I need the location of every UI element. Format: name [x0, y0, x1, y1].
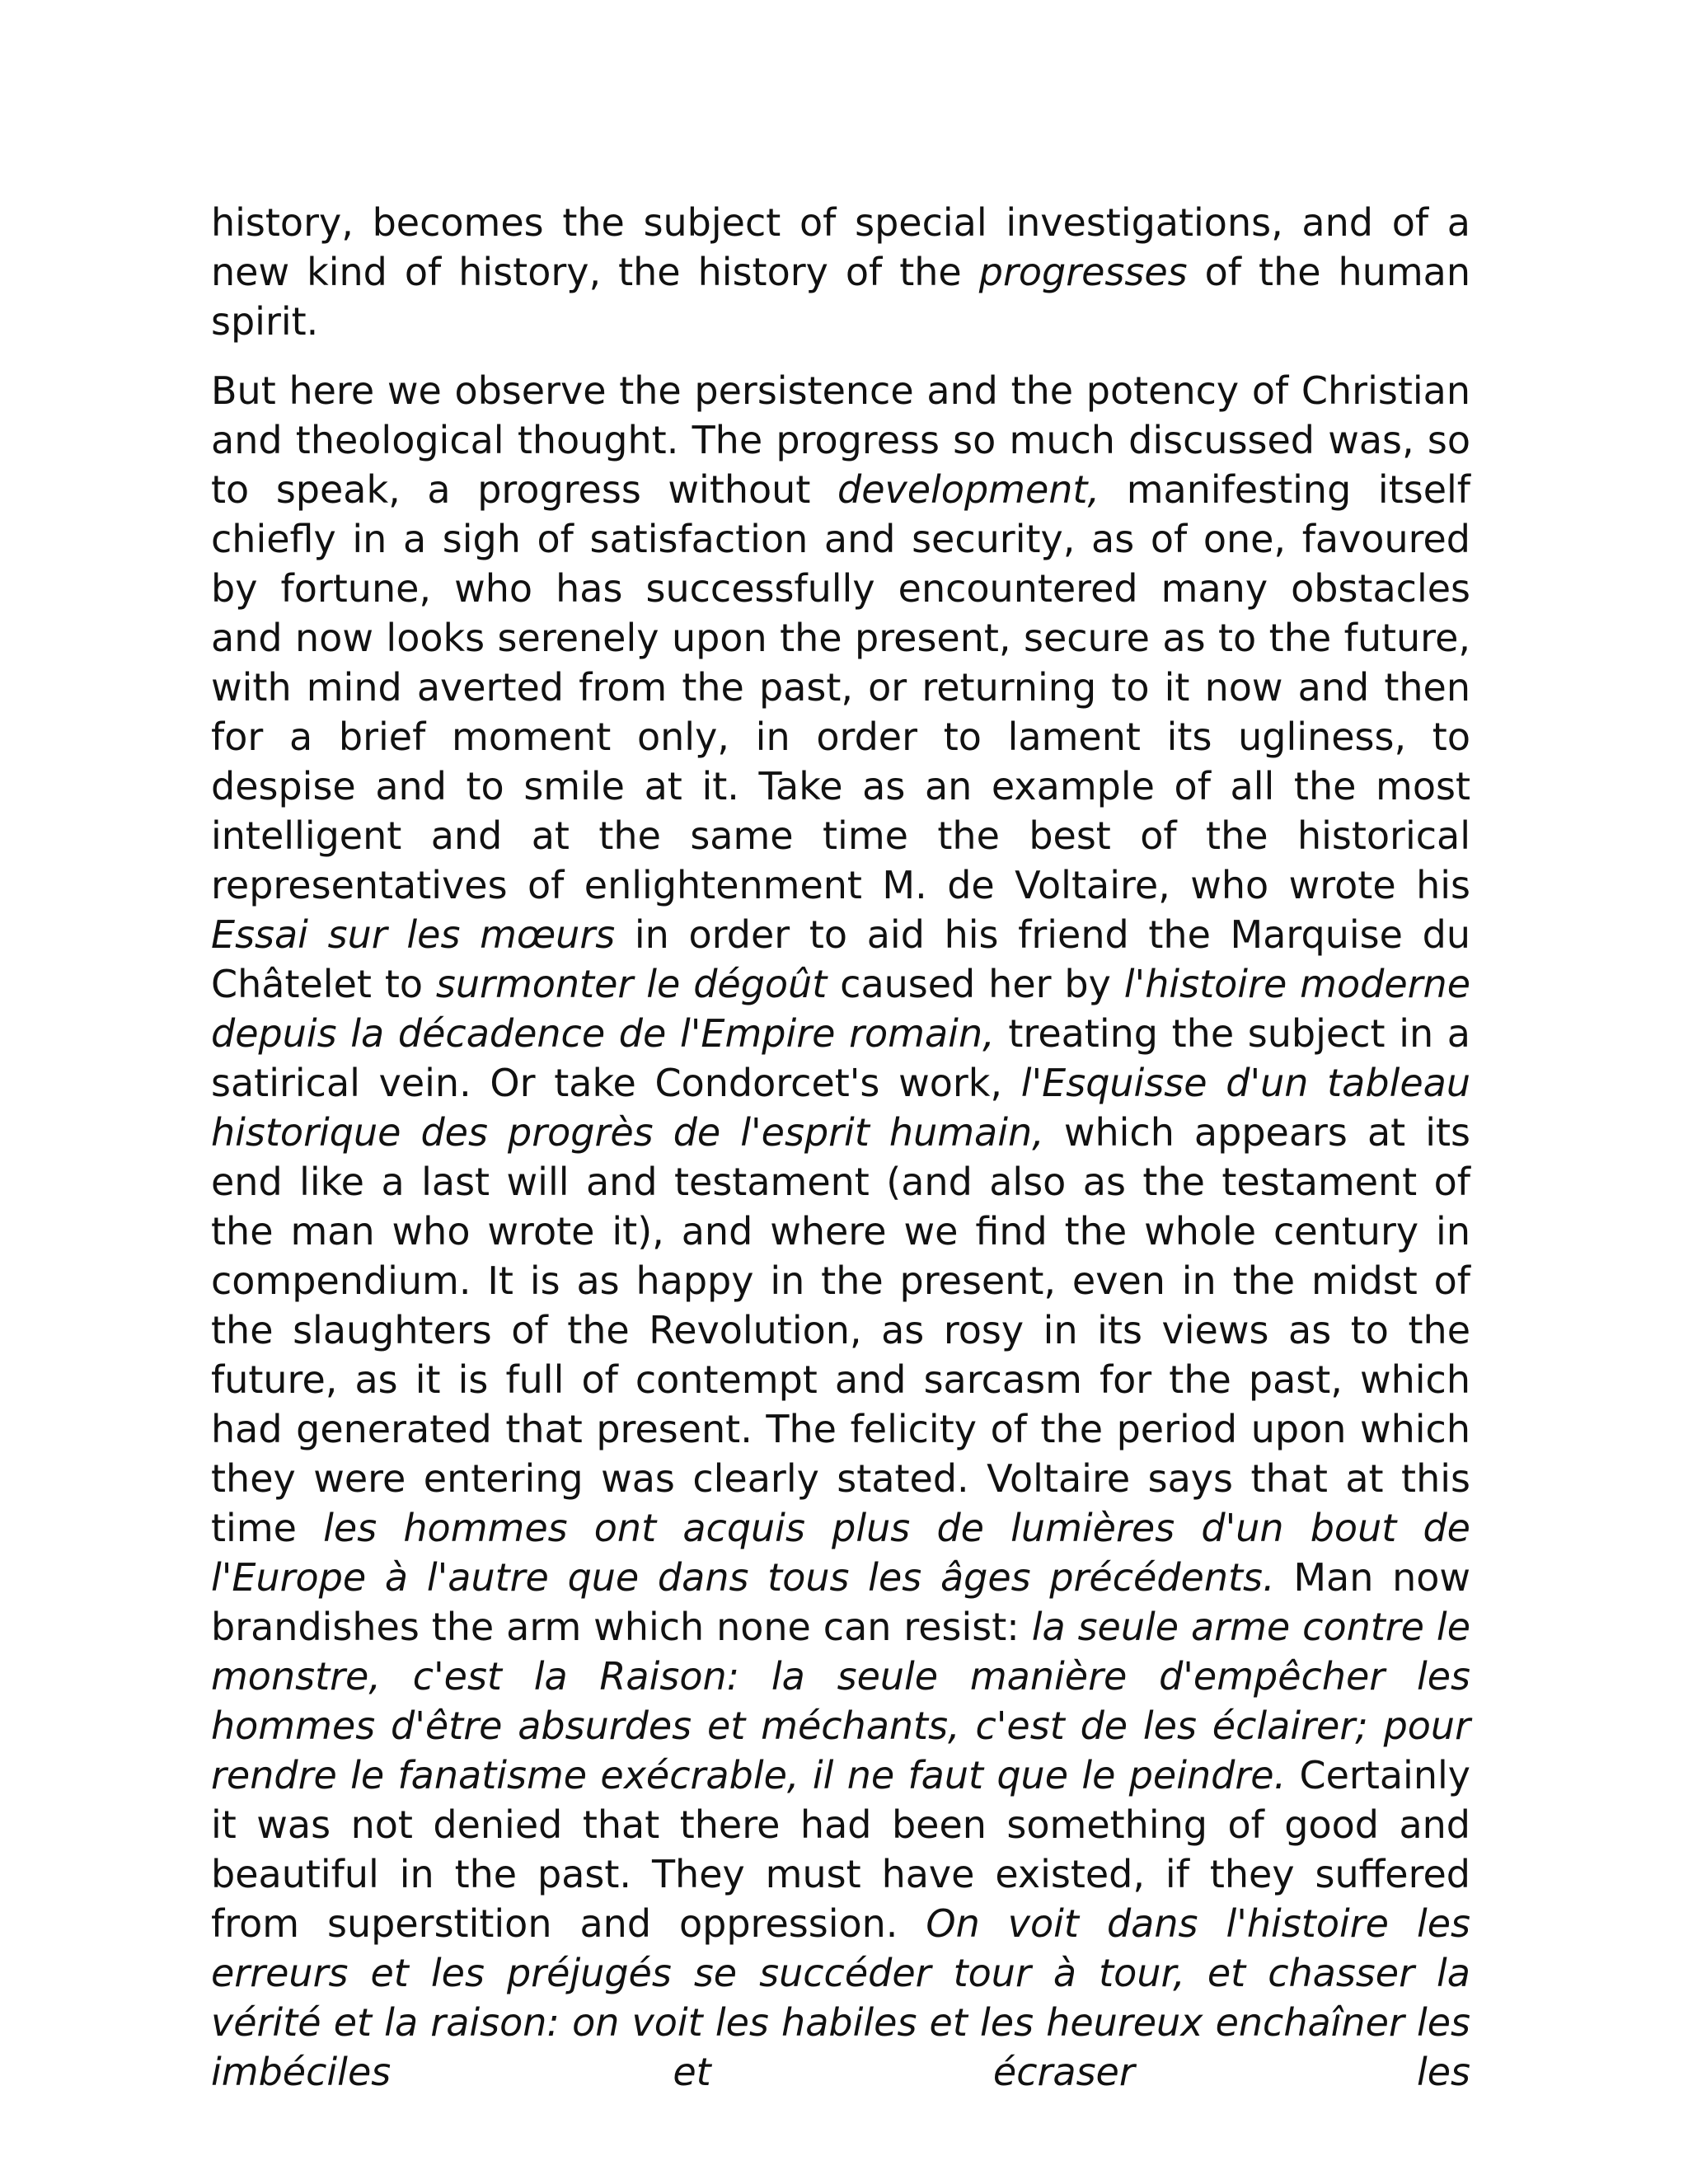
text-segment: in order to aid his friend the Marquise du Châtelet to	[211, 912, 1470, 1006]
italic-segment: la seule arme contre le monstre, c'est la Raison: la seule manière d'empêcher les hommes d'être absurdes et méchants, c'est de les éclairer; pour rendre le fanatisme exécrable, il ne faut que le peindre.	[211, 1605, 1470, 1797]
paragraph-2	[211, 366, 1470, 2097]
paragraph-1	[211, 198, 1470, 346]
text-segment: treating the subject in a satirical vein. Or take Condorcet's work,	[211, 1011, 1470, 1105]
text-segment: But here we observe the persistence and the potency of Christian and theological thought. The progress so much discussed was, so to speak, a progress without	[211, 368, 1470, 512]
italic-segment: les hommes ont acquis plus de lumières d'un bout de l'Europe à l'autre que dans tous les âges précédents.	[211, 1506, 1470, 1600]
italic-segment: development,	[837, 467, 1100, 512]
italic-segment: l'histoire moderne depuis la décadence de l'Empire romain,	[211, 962, 1471, 1056]
italic-segment: surmonter le dégoût	[435, 962, 828, 1006]
text-segment: caused her by	[827, 962, 1124, 1006]
italic-segment: Essai sur les mœurs	[211, 912, 616, 957]
text-segment: Man now brandishes the arm which none can resist:	[211, 1555, 1470, 1649]
italic-segment: On voit dans l'histoire les erreurs et les préjugés se succéder tour à tour, et chasser la vérité et la raison: on voit les habiles et les heureux enchaîner les imbéciles et écraser les	[211, 1901, 1470, 2094]
italic-segment: progresses	[978, 250, 1188, 294]
document-page	[211, 198, 1470, 2097]
text-segment: Certainly it was not denied that there had been something of good and beautiful in the past. They must have existed, if they suffered from superstition and oppression.	[211, 1753, 1470, 1946]
text-segment: which appears at its end like a last will and testament (and also as the testament of the man who wrote it), and where we find the whole century in compendium. It is as happy in the present, even in the midst of the slaughters of the Revolution, as rosy in its views as to the future, as it is full of contempt and sarcasm for the past, which had generated that present. The felicity of the period upon which they were entering was clearly stated. Voltaire says that at this time	[211, 1110, 1471, 1550]
text-segment: of the human spirit.	[211, 250, 1471, 344]
italic-segment: l'Esquisse d'un tableau historique des progrès de l'esprit humain,	[211, 1061, 1470, 1155]
text-segment: manifesting itself chiefly in a sigh of satisfaction and security, as of one, favoured by fortune, who has successfully encountered many obstacles and now looks serenely upon the present, secure as to the future, with mind averted from the past, or returning to it now and then for a brief moment only, in order to lament its ugliness, to despise and to smile at it. Take as an example of all the most intelligent and at the same time the best of the historical representatives of enlightenment M. de Voltaire, who wrote his	[211, 467, 1470, 907]
text-segment: history, becomes the subject of special investigations, and of a new kind of history, the history of the	[211, 200, 1470, 294]
